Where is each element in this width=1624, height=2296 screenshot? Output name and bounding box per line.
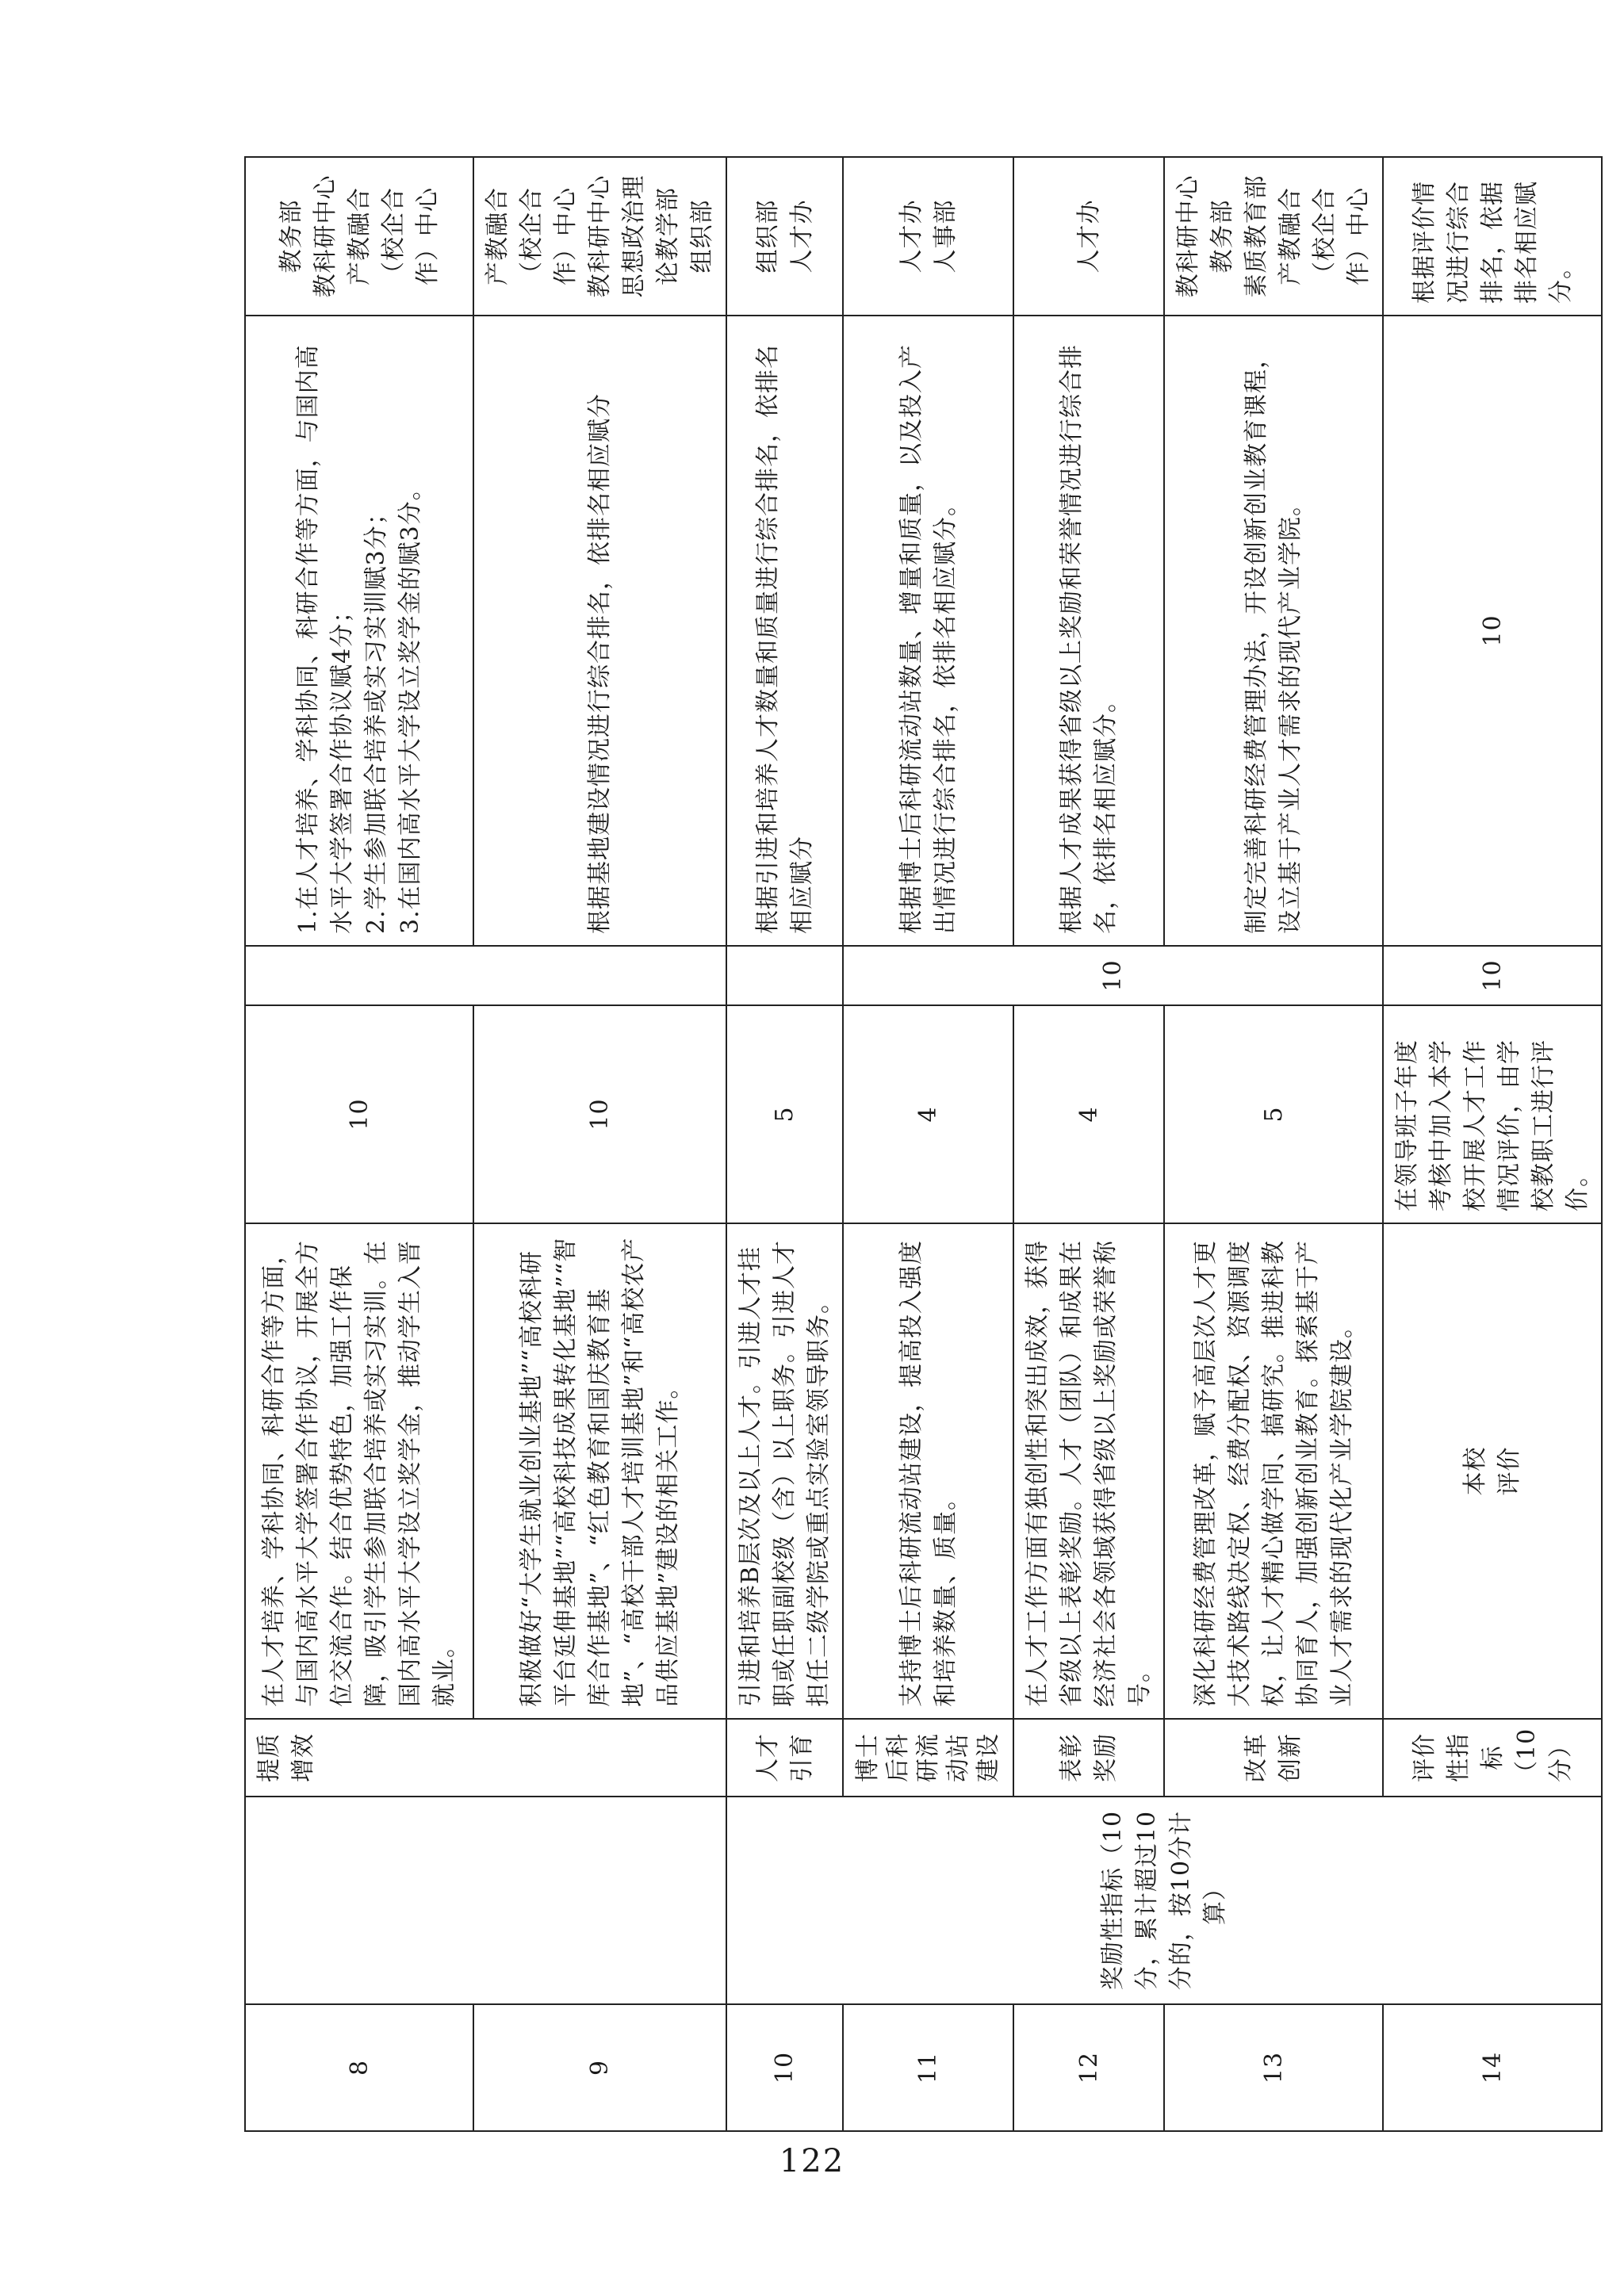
category-cell	[245, 1797, 726, 2004]
standard-cell: 引进和培养B层次及以上人才。引进人才挂职或任职副校级（含）以上职务。引进人才担任二级学院或重点实验室领导职务。	[726, 1223, 843, 1719]
method-cell: 根据引进和培养人才数量和质量进行综合排名，依排名相应赋分	[726, 316, 843, 946]
standard-cell: 积极做好“大学生就业创业基地”“高校科研平台延伸基地”“高校科技成果转化基地”“智库合作基地”、“红色教育和国庆教育基地”、“高校干部人才培训基地”和“高校农产品供应基地”建设的相关工作。	[473, 1223, 726, 1719]
standard-cell: 深化科研经费管理改革，赋予高层次人才更大技术路线决定权、经费分配权、资源调度权，让人才精心做学问、搞研究。推进科教协同育人，加强创新创业教育。探索基于产业人才需求的现代化产业学院建设。	[1164, 1223, 1383, 1719]
row-number: 14	[1383, 2004, 1602, 2131]
rotated-table-page	[244, 158, 1591, 2132]
bonus-cell	[245, 946, 726, 1005]
item-cell: 提质 增效	[245, 1719, 726, 1797]
method-cell: 根据博士后科研流动站数量、增量和质量，以及投入产出情况进行综合排名，依排名相应赋分。	[843, 316, 1013, 946]
page-number: 122	[779, 2143, 845, 2179]
department-cell: 人才办 人事部	[843, 157, 1013, 316]
score-cell: 4	[1013, 1005, 1164, 1223]
department-cell: 产教融合（校企合作）中心 教科研中心 思想政治理论教学部 组织部	[473, 157, 726, 316]
bonus-cell	[726, 946, 843, 1005]
standard-cell: 在人才工作方面有独创性和突出成效，获得省级以上表彰奖励。人才（团队）和成果在经济社会各领域获得省级以上奖励或荣誉称号。	[1013, 1223, 1164, 1719]
department-cell: 教务部 教科研中心 产教融合（校企合作）中心	[245, 157, 473, 316]
item-cell: 博士 后科 研流 动站 建设	[843, 1719, 1013, 1797]
item-cell: 人才 引育	[726, 1719, 843, 1797]
method-cell: 1.在人才培养、学科协同、科研合作等方面，与国内高水平大学签署合作协议赋4分； 2.学生参加联合培养或实习实训赋3分； 3.在国内高水平大学设立奖学金的赋3分。	[245, 316, 473, 946]
method-cell: 根据评价情况进行综合排名，依据排名相应赋分。	[1383, 157, 1602, 316]
item-cell: 本校 评价	[1383, 1223, 1602, 1719]
row-number: 11	[843, 2004, 1013, 2131]
score-cell: 10	[245, 1005, 473, 1223]
department-cell: 人才办	[1013, 157, 1164, 316]
standard-cell: 在领导班子年度考核中加入本学校开展人才工作情况评价，由学校教职工进行评价。	[1383, 1005, 1602, 1223]
row-number: 13	[1164, 2004, 1383, 2131]
row-number: 10	[726, 2004, 843, 2131]
table-row	[726, 157, 843, 2131]
score-cell: 4	[843, 1005, 1013, 1223]
category-cell: 评价性指标（10分）	[1383, 1719, 1602, 1797]
score-cell: 10	[473, 1005, 726, 1223]
score-cell: 5	[726, 1005, 843, 1223]
score-cell: 10	[1383, 946, 1602, 1005]
department-cell: 教科研中心 教务部 素质教育部 产教融合（校企合作）中心	[1164, 157, 1383, 316]
item-cell: 表彰 奖励	[1013, 1719, 1164, 1797]
category-cell: 奖励性指标（10分，累计超过10分的，按10分计算）	[726, 1797, 1602, 2004]
score-cell: 5	[1164, 1005, 1383, 1223]
row-number: 8	[245, 2004, 473, 2131]
method-cell: 制定完善科研经费管理办法，开设创新创业教育课程，设立基于产业人才需求的现代产业学院。	[1164, 316, 1383, 946]
indicator-table	[244, 156, 1603, 2132]
department-cell: 组织部 人才办	[726, 157, 843, 316]
table-row	[245, 157, 473, 2131]
row-number: 12	[1013, 2004, 1164, 2131]
row-number: 9	[473, 2004, 726, 2131]
method-cell: 根据人才成果获得省级以上奖励和荣誉情况进行综合排名，依排名相应赋分。	[1013, 316, 1164, 946]
bonus-cell: 10	[1383, 316, 1602, 946]
bonus-cell: 10	[843, 946, 1383, 1005]
item-cell: 改革 创新	[1164, 1719, 1383, 1797]
method-cell: 根据基地建设情况进行综合排名，依排名相应赋分	[473, 316, 726, 946]
standard-cell: 在人才培养、学科协同、科研合作等方面，与国内高水平大学签署合作协议，开展全方位交流合作。结合优势特色，加强工作保障，吸引学生参加联合培养或实习实训。在国内高水平大学设立奖学金，推动学生入晋就业。	[245, 1223, 473, 1719]
standard-cell: 支持博士后科研流动站建设，提高投入强度和培养数量、质量。	[843, 1223, 1013, 1719]
